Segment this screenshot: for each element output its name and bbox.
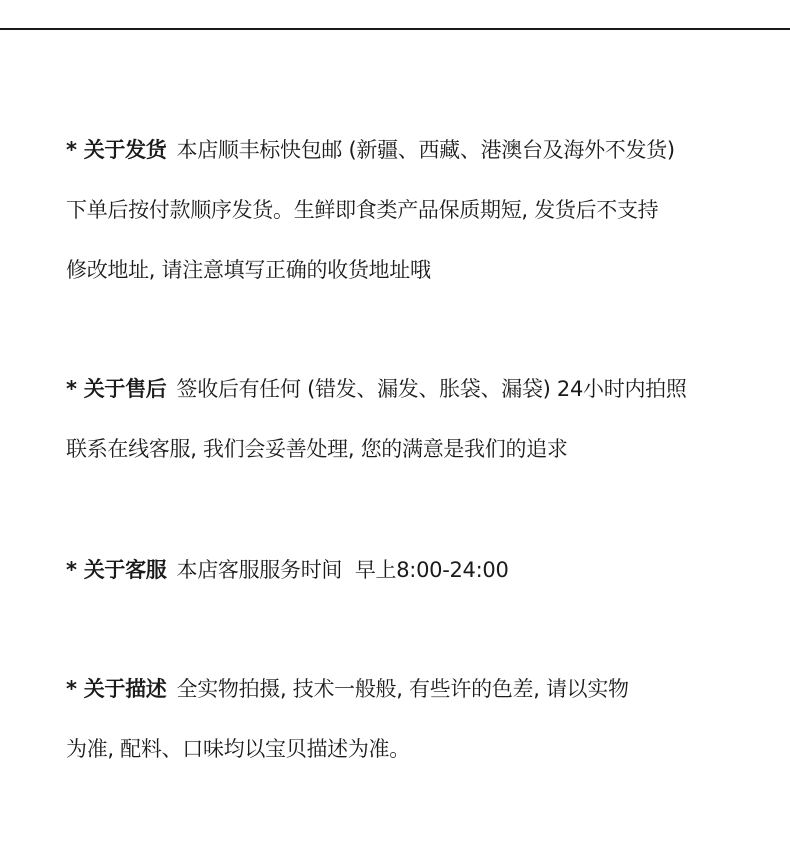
section-shipping: [66, 135, 746, 285]
aftersales-heading: * 关于售后: [66, 377, 167, 401]
service-heading: * 关于客服: [66, 558, 167, 582]
shipping-text-1: 本店顺丰标快包邮 (新疆、西藏、港澳台及海外不发货): [176, 138, 675, 162]
aftersales-line-1: [66, 374, 746, 404]
section-service: [66, 555, 746, 585]
shipping-line-1: [66, 135, 746, 165]
shipping-line-3: 修改地址, 请注意填写正确的收货地址哦: [66, 258, 431, 282]
description-text-1: 全实物拍摄, 技术一般般, 有些许的色差, 请以实物: [176, 677, 629, 701]
aftersales-line-2: 联系在线客服, 我们会妥善处理, 您的满意是我们的追求: [66, 437, 568, 461]
description-heading: * 关于描述: [66, 677, 167, 701]
top-divider: [0, 28, 790, 30]
section-aftersales: [66, 374, 746, 464]
shipping-heading: * 关于发货: [66, 138, 167, 162]
description-line-2: 为准, 配料、口味均以宝贝描述为准。: [66, 737, 410, 761]
service-line-1: [66, 555, 746, 585]
description-line-1: [66, 674, 746, 704]
aftersales-text-1: 签收后有任何 (错发、漏发、胀袋、漏袋) 24小时内拍照: [176, 377, 687, 401]
service-text-1: 本店客服服务时间 早上8:00-24:00: [176, 558, 509, 582]
shipping-line-2: 下单后按付款顺序发货。生鲜即食类产品保质期短, 发货后不支持: [66, 198, 659, 222]
section-description: [66, 674, 746, 764]
